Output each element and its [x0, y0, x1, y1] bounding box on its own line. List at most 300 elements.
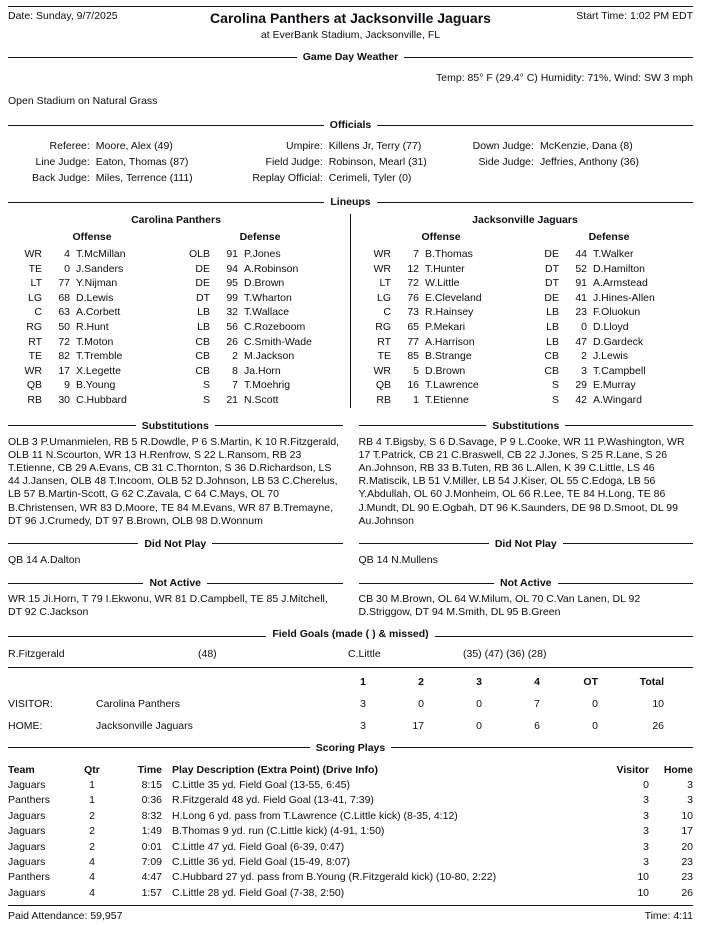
lineup-row	[8, 349, 176, 364]
official-name: Killens Jr, Terry (77)	[328, 140, 422, 152]
play-team: Jaguars	[8, 856, 46, 868]
player-number: 5	[413, 364, 419, 377]
player-number: 50	[58, 320, 70, 333]
player-position: DT	[545, 262, 559, 275]
lineup-row	[525, 335, 693, 350]
player-position: LT	[30, 277, 42, 290]
player-position: CB	[195, 364, 210, 377]
field-goals-title: Field Goals (made ( ) & missed)	[272, 627, 429, 640]
player-name: Ja.Horn	[244, 364, 281, 377]
scoring-plays-table	[8, 763, 693, 902]
lineup-row	[176, 349, 344, 364]
official-role: Umpire:	[285, 140, 323, 152]
official-name: Miles, Terrence (111)	[95, 172, 193, 184]
not-active-section-header	[8, 577, 693, 589]
paid-attendance: Paid Attendance: 59,957	[8, 910, 123, 923]
play-description: C.Little 35 yd. Field Goal (13-55, 6:45)	[172, 778, 351, 791]
player-name: P.Mekari	[425, 320, 466, 333]
play-time: 0:01	[141, 840, 162, 853]
player-number: 99	[226, 291, 238, 304]
lineup-row	[525, 247, 693, 262]
player-position: RB	[27, 393, 42, 406]
official-name: Jeffries, Anthony (36)	[539, 156, 639, 168]
lineup-row	[357, 393, 525, 408]
lineup-row	[8, 378, 176, 393]
player-name: R.Hainsey	[425, 306, 474, 319]
player-position: WR	[373, 262, 391, 275]
player-position: DE	[195, 262, 210, 275]
visitor-score: 10	[637, 871, 649, 884]
play-description: C.Little 36 yd. Field Goal (15-49, 8:07)	[172, 856, 351, 868]
lineup-row	[8, 364, 176, 379]
player-number: 52	[575, 262, 587, 275]
col-qtr: Qtr	[84, 763, 100, 776]
player-name: J.Hines-Allen	[593, 291, 655, 304]
visitor-team-name: Carolina Panthers	[131, 214, 221, 226]
player-position: DT	[196, 291, 210, 304]
player-name: D.Brown	[425, 364, 466, 377]
scoring-play-row	[8, 840, 693, 855]
play-description: C.Little 47 yd. Field Goal (6-39, 0:47)	[172, 840, 345, 853]
player-position: CB	[544, 350, 559, 363]
lineup-row	[357, 276, 525, 291]
play-time: 8:15	[141, 778, 162, 791]
col-description: Play Description (Extra Point) (Drive Info)	[172, 763, 378, 776]
player-name: T.Moton	[76, 335, 114, 348]
player-position: S	[551, 379, 559, 392]
scoring-play-row	[8, 886, 693, 901]
player-position: WR	[373, 248, 391, 260]
player-position: DT	[545, 277, 559, 290]
lineups-section-header	[8, 196, 693, 208]
substitutions	[8, 436, 693, 528]
play-time: 7:09	[141, 856, 162, 868]
top-rule	[8, 6, 693, 7]
lineup-row	[176, 291, 344, 306]
player-position: RG	[26, 320, 42, 333]
player-number: 72	[407, 277, 419, 290]
player-name: Y.Nijman	[76, 277, 118, 290]
player-name: D.Lloyd	[593, 320, 629, 333]
player-position: CB	[195, 335, 210, 348]
lineup-row	[176, 247, 344, 262]
player-position: S	[202, 393, 210, 406]
player-name: E.Murray	[593, 379, 636, 392]
venue: at EverBank Stadium, Jacksonville, FL	[260, 29, 441, 41]
player-name: J.Sanders	[76, 262, 124, 275]
lineup-row	[176, 364, 344, 379]
visitor-score: 0	[643, 778, 649, 791]
player-number: 47	[575, 335, 587, 348]
quarter-header: 4	[534, 675, 540, 688]
player-name: T.Wallace	[244, 306, 290, 319]
home-score: 23	[681, 871, 693, 884]
lineup-row	[8, 247, 176, 262]
official-role: Referee:	[49, 140, 90, 152]
lineup-row	[176, 320, 344, 335]
lineup-row	[357, 320, 525, 335]
player-name: A.Corbett	[76, 306, 121, 319]
home-kicker: C.Little	[348, 647, 381, 660]
official-name: Cerimeli, Tyler (0)	[328, 172, 412, 184]
quarter-score: 0	[418, 697, 424, 710]
player-position: OLB	[188, 248, 210, 260]
home-score: 20	[681, 840, 693, 853]
home-offense-list	[357, 247, 525, 408]
player-name: C.Hubbard	[76, 393, 127, 406]
player-position: LB	[197, 320, 210, 333]
visitor-score: 3	[643, 809, 649, 822]
player-name: T.Lawrence	[425, 379, 479, 392]
lineup-row	[357, 335, 525, 350]
player-position: TE	[28, 350, 42, 363]
quarter-header: 1	[360, 675, 366, 688]
play-time: 1:49	[141, 825, 162, 838]
team-role-label: HOME:	[8, 719, 43, 732]
lineup-row	[176, 378, 344, 393]
home-field-goals: (35) (47) (36) (28)	[463, 647, 547, 660]
weather-conditions: Temp: 85° F (29.4° C) Humidity: 71%, Wind: SW 3 mph	[436, 72, 693, 84]
scoring-header-row	[8, 763, 693, 778]
lineup-row	[525, 262, 693, 277]
player-position: QB	[375, 379, 391, 392]
home-score: 26	[681, 886, 693, 899]
play-qtr: 4	[89, 886, 95, 899]
player-position: CB	[544, 364, 559, 377]
officials-column	[252, 138, 472, 186]
player-name: T.Moehrig	[244, 379, 291, 392]
scoring-play-row	[8, 778, 693, 793]
player-position: RT	[377, 335, 391, 348]
play-description: H.Long 6 yd. pass from T.Lawrence (C.Little kick) (8-35, 4:12)	[172, 809, 458, 822]
linescore-header-row	[8, 674, 693, 690]
play-time: 0:36	[141, 794, 162, 807]
substitutions-title-visitor: Substitutions	[141, 419, 209, 432]
player-position: RT	[28, 335, 42, 348]
quarter-score: 17	[412, 719, 424, 732]
offense-header: Offense	[72, 231, 112, 243]
quarter-header: Total	[639, 675, 664, 688]
player-number: 63	[58, 306, 70, 319]
quarter-header: OT	[583, 675, 598, 688]
start-time: Start Time: 1:02 PM EDT	[576, 10, 693, 22]
player-position: C	[383, 306, 391, 319]
play-qtr: 2	[89, 840, 95, 853]
player-number: 68	[58, 291, 70, 304]
not-active	[8, 593, 693, 619]
play-description: R.Fitzgerald 48 yd. Field Goal (13-41, 7:39)	[172, 794, 374, 807]
player-name: D.Brown	[244, 277, 285, 290]
player-number: 30	[58, 393, 70, 406]
official-role: Back Judge:	[32, 172, 90, 184]
quarter-score: 3	[360, 697, 366, 710]
quarter-score: 26	[652, 719, 664, 732]
play-qtr: 4	[89, 871, 95, 884]
lineups-section-title: Lineups	[330, 196, 371, 208]
player-name: W.Little	[425, 277, 460, 290]
page-title: Carolina Panthers at Jacksonville Jaguars	[210, 10, 491, 26]
player-number: 91	[226, 248, 238, 260]
player-name: T.McMillan	[76, 248, 126, 260]
player-name: J.Lewis	[593, 350, 629, 363]
lineup-row	[8, 276, 176, 291]
official-name: Moore, Alex (49)	[95, 140, 173, 152]
defense-header: Defense	[588, 231, 630, 243]
official-name: Eaton, Thomas (87)	[95, 156, 189, 168]
home-not-active: CB 30 M.Brown, OL 64 W.Milum, OL 70 C.Van Lanen, DL 92 D.Striggow, DT 94 M.Smith, DL 95 B.Green	[358, 593, 641, 619]
lineup-row	[176, 262, 344, 277]
lineup-row	[176, 335, 344, 350]
player-name: A.Harrison	[425, 335, 475, 348]
visitor-score: 10	[637, 886, 649, 899]
player-position: LT	[379, 277, 391, 290]
quarter-score: 0	[476, 697, 482, 710]
player-name: C.Smith-Wade	[244, 335, 312, 348]
lineup-row	[525, 349, 693, 364]
player-position: CB	[195, 350, 210, 363]
linescore-row	[8, 718, 693, 734]
lineup-row	[525, 364, 693, 379]
player-name: A.Wingard	[593, 393, 643, 406]
player-number: 0	[64, 262, 70, 275]
linescore-spacer	[96, 674, 308, 690]
player-position: WR	[24, 364, 42, 377]
player-name: M.Jackson	[244, 350, 295, 363]
player-number: 29	[575, 379, 587, 392]
lineup-row	[8, 262, 176, 277]
player-number: 0	[581, 320, 587, 333]
player-position: LB	[197, 306, 210, 319]
scoring-play-row	[8, 855, 693, 870]
quarter-score: 6	[534, 719, 540, 732]
player-position: DE	[544, 248, 559, 260]
play-description: C.Little 28 yd. Field Goal (7-38, 2:50)	[172, 886, 345, 899]
player-name: D.Gardeck	[593, 335, 644, 348]
quarter-header: 2	[418, 675, 424, 688]
player-position: C	[34, 306, 42, 319]
player-number: 82	[58, 350, 70, 363]
official-name: Robinson, Mearl (31)	[328, 156, 427, 168]
official-role: Replay Official:	[252, 172, 323, 184]
player-number: 2	[581, 350, 587, 363]
lineup-row	[525, 320, 693, 335]
team-role-label: VISITOR:	[8, 697, 53, 710]
lineup-row	[525, 378, 693, 393]
play-qtr: 1	[89, 778, 95, 791]
rule-line	[8, 202, 324, 203]
player-position: RG	[375, 320, 391, 333]
player-name: B.Young	[76, 379, 116, 392]
quarter-score: 10	[652, 697, 664, 710]
home-score: 3	[687, 794, 693, 807]
player-name: T.Walker	[593, 248, 634, 260]
linescore-top-rule	[8, 667, 693, 668]
play-description: C.Hubbard 27 yd. pass from B.Young (R.Fitzgerald kick) (10-80, 2:22)	[172, 871, 497, 884]
substitutions-section-header	[8, 420, 693, 432]
player-number: 9	[64, 379, 70, 392]
player-name: R.Hunt	[76, 320, 109, 333]
col-visitor: Visitor	[616, 763, 649, 776]
weather-section-header	[8, 51, 693, 63]
scoring-play-row	[8, 809, 693, 824]
officials-section-header	[8, 119, 693, 131]
player-number: 73	[407, 306, 419, 319]
rule-line	[377, 202, 693, 203]
lineup-row	[357, 349, 525, 364]
did-not-play-section-header	[8, 538, 693, 550]
dnp-title-home: Did Not Play	[494, 537, 557, 550]
player-number: 32	[226, 306, 238, 319]
lineup-row	[8, 291, 176, 306]
official-role: Down Judge:	[472, 140, 534, 152]
visitor-field-goals: (48)	[198, 647, 217, 660]
stadium-surface: Open Stadium on Natural Grass	[8, 95, 158, 107]
player-position: S	[202, 379, 210, 392]
player-name: E.Cleveland	[425, 291, 482, 304]
player-name: T.Campbell	[593, 364, 646, 377]
player-position: LG	[376, 291, 391, 304]
visitor-offense-list	[8, 247, 176, 408]
page-header	[8, 10, 693, 26]
official-role: Line Judge:	[35, 156, 90, 168]
substitutions-title-home: Substitutions	[492, 419, 560, 432]
player-number: 1	[413, 393, 419, 406]
player-number: 16	[407, 379, 419, 392]
team-name: Carolina Panthers	[96, 697, 181, 710]
footer-rule	[8, 905, 693, 906]
lineup-row	[525, 305, 693, 320]
player-position: LB	[546, 306, 559, 319]
not-active-title-home: Not Active	[499, 577, 552, 590]
player-name: A.Armstead	[593, 277, 648, 290]
game-duration: Time: 4:11	[644, 910, 693, 923]
player-name: T.Wharton	[244, 291, 292, 304]
player-number: 21	[226, 393, 238, 406]
play-team: Jaguars	[8, 840, 46, 853]
official-role: Side Judge:	[478, 156, 534, 168]
scoring-play-row	[8, 824, 693, 839]
linescore	[8, 674, 693, 734]
rule-line	[404, 57, 693, 58]
player-name: P.Jones	[244, 248, 281, 260]
player-name: D.Hamilton	[593, 262, 645, 275]
weather-section-title: Game Day Weather	[302, 51, 399, 63]
player-position: QB	[26, 379, 42, 392]
play-qtr: 2	[89, 809, 95, 822]
player-number: 3	[581, 364, 587, 377]
scoring-plays-title: Scoring Plays	[315, 741, 386, 754]
player-name: C.Rozeboom	[244, 320, 306, 333]
team-name: Jacksonville Jaguars	[96, 719, 193, 732]
player-number: 26	[226, 335, 238, 348]
player-number: 7	[413, 248, 419, 260]
play-description: B.Thomas 9 yd. run (C.Little kick) (4-91, 1:50)	[172, 825, 385, 838]
player-number: 77	[407, 335, 419, 348]
visitor-not-active: WR 15 Ji.Horn, T 79 I.Ekwonu, WR 81 D.Campbell, TE 85 J.Mitchell, DT 92 C.Jackson	[8, 593, 328, 619]
quarter-score: 0	[476, 719, 482, 732]
home-substitutions: RB 4 T.Bigsby, S 6 D.Savage, P 9 L.Cooke, WR 11 P.Washington, WR 17 T.Patrick, CB 21 C.Braswell, CB 22 J.Jones, S 25 R.Lane, S 26 An.Johnson, RB 33 B.Tuten, RB 36 L.Allen, K 39 C.Little, LS 46 R.Matiscik, LB 51 V.Miller, LB 54 J.Kiser, OL 55 C.Edoga, LB 56 Y.Abdullah, OL 60 J.Monheim, OL 66 R.Lee, TE 84 H.Long, TE 86 J.Mundt, DL 90 E.Ogbah, DT 96 K.Saunders, DE 98 D.Smoot, DL 99 Au.Johnson	[358, 435, 685, 527]
quarter-header: 3	[476, 675, 482, 688]
play-team: Panthers	[8, 871, 51, 884]
player-position: DE	[544, 291, 559, 304]
home-team-name: Jacksonville Jaguars	[472, 214, 578, 226]
quarter-score: 0	[592, 719, 598, 732]
page-footer	[8, 908, 693, 925]
col-time: Time	[137, 763, 162, 776]
lineup-row	[357, 378, 525, 393]
home-score: 3	[687, 778, 693, 791]
officials-column	[8, 138, 252, 186]
player-number: 17	[58, 364, 70, 377]
player-name: F.Oluokun	[593, 306, 641, 319]
player-number: 95	[226, 277, 238, 290]
player-position: S	[551, 393, 559, 406]
lineup-row	[357, 262, 525, 277]
visitor-score: 3	[643, 856, 649, 868]
player-number: 77	[58, 277, 70, 290]
visitor-did-not-play: QB 14 A.Dalton	[8, 553, 81, 566]
player-position: LB	[546, 320, 559, 333]
player-number: 94	[226, 262, 238, 275]
player-name: N.Scott	[244, 393, 279, 406]
quarter-score: 7	[534, 697, 540, 710]
player-position: TE	[377, 350, 391, 363]
player-number: 76	[407, 291, 419, 304]
player-name: X.Legette	[76, 364, 121, 377]
official-name: McKenzie, Dana (8)	[539, 140, 633, 152]
player-number: 41	[575, 291, 587, 304]
player-number: 7	[232, 379, 238, 392]
player-number: 72	[58, 335, 70, 348]
officials-list	[8, 138, 693, 186]
dnp-title-visitor: Did Not Play	[144, 537, 207, 550]
visitor-substitutions: OLB 3 P.Umanmielen, RB 5 R.Dowdle, P 6 S.Martin, K 10 R.Fitzgerald, OLB 11 N.Scourton, WR 13 H.Renfrow, S 22 L.Ransom, RB 23 T.Etienne, CB 29 A.Evans, CB 31 C.Thornton, S 36 D.Richardson, LS 44 J.Jansen, OLB 48 T.Incoom, OLB 52 D.Johnson, LB 53 C.Cherelus, LB 57 B.Martin-Scott, G 62 C.Zavala, C 64 C.Mays, OL 70 B.Christensen, WR 83 D.Moore, TE 84 M.Evans, WR 87 B.Tremayne, DT 96 J.Crumedy, DT 97 B.Brown, OLB 98 D.Wonnum	[8, 435, 340, 527]
play-team: Jaguars	[8, 886, 46, 899]
lineup-row	[8, 305, 176, 320]
game-date: Date: Sunday, 9/7/2025	[8, 10, 118, 22]
player-name: T.Tremble	[76, 350, 123, 363]
lineup-row	[357, 305, 525, 320]
scoring-play-row	[8, 870, 693, 885]
play-team: Jaguars	[8, 809, 46, 822]
visitor-kicker: R.Fitzgerald	[8, 647, 65, 660]
play-qtr: 1	[89, 794, 95, 807]
official-role: Field Judge:	[265, 156, 323, 168]
not-active-title-visitor: Not Active	[149, 577, 202, 590]
play-time: 8:32	[141, 809, 162, 822]
quarter-score: 3	[360, 719, 366, 732]
home-did-not-play: QB 14 N.Mullens	[358, 553, 438, 566]
lineup-row	[176, 305, 344, 320]
visitor-score: 3	[643, 794, 649, 807]
player-position: WR	[373, 364, 391, 377]
linescore-row	[8, 696, 693, 712]
visitor-lineup	[8, 214, 351, 408]
linescore-spacer	[8, 674, 96, 690]
rule-line	[377, 125, 693, 126]
player-number: 23	[575, 306, 587, 319]
lineups	[8, 214, 693, 408]
officials-section-title: Officials	[329, 119, 372, 131]
lineup-row	[8, 335, 176, 350]
player-number: 2	[232, 350, 238, 363]
play-time: 4:47	[141, 871, 162, 884]
player-number: 4	[64, 248, 70, 260]
player-name: T.Etienne	[425, 393, 469, 406]
player-number: 56	[226, 320, 238, 333]
visitor-defense-list	[176, 247, 344, 408]
player-name: B.Thomas	[425, 248, 473, 260]
